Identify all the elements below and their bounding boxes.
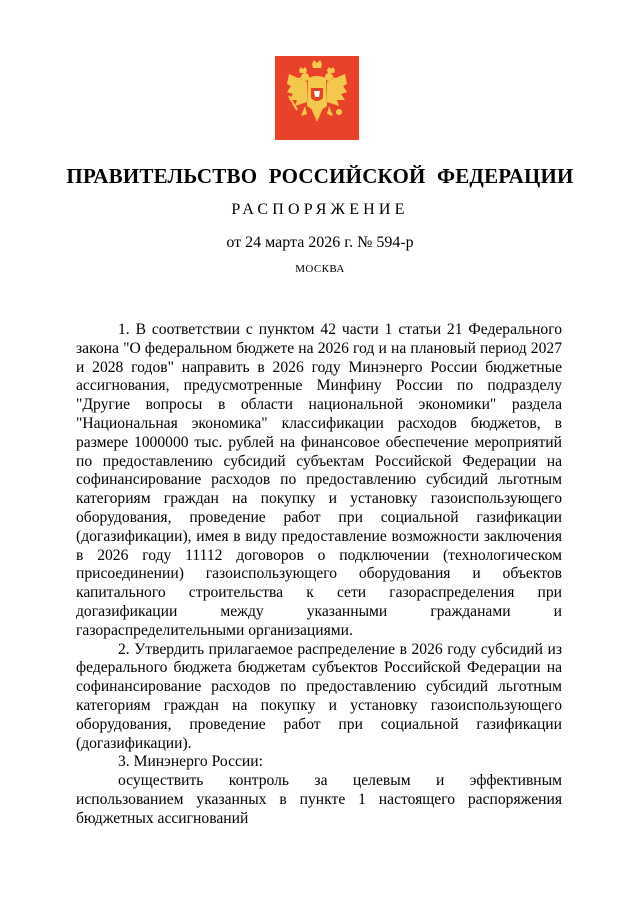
paragraph-1: 1. В соответствии с пунктом 42 части 1 статьи 21 Федерального закона "О федеральном бюджете на 2026 год и на плановый период 2027 и 2028 годов" направить в 2026 году Минэнерго России бюджетные ассигнования, предусмотренные Минфину России по подразделу "Другие вопросы в области национальной экономики" раздела "Национальная экономика" классификации расходов бюджетов, в размере 1000000 тыс. рублей на финансовое обеспечение мероприятий по предоставлению субсидий субъектам Российской Федерации на софинансирование расходов по предоставлению субсидий льготным категориям граждан на покупку и установку газоиспользующего оборудования, проведение работ при социальной газификации (догазификации), имея в виду предоставление возможности заключения в 2026 году 11112 договоров о подключении (технологическом присоединении) газоиспользующего оборудования и объектов капитального строительства к сети газораспределения при догазификации между указанными гражданами и газораспределительными организациями. xyxy=(76,321,562,639)
document-date-number: от 24 марта 2026 г. № 594-р xyxy=(226,234,414,251)
paragraph-3: 3. Минэнерго России: xyxy=(118,753,263,771)
city-label: МОСКВА xyxy=(295,263,345,275)
paragraph-2: 2. Утвердить прилагаемое распределение в 2026 году субсидий из федерального бюджета бюджетам субъектов Российской Федерации на софинансирование расходов по предоставлению субсидий льготным категориям граждан на покупку и установку газоиспользующего оборудования, проведение работ при социальной газификации (догазификации). xyxy=(76,640,562,752)
paragraph-4: осуществить контроль за целевым и эффективным использованием указанных в пункте 1 настоящего распоряжения бюджетных ассигнований xyxy=(76,772,562,827)
organization-title: ПРАВИТЕЛЬСТВО РОССИЙСКОЙ ФЕДЕРАЦИИ xyxy=(66,164,574,188)
document-body xyxy=(76,321,562,829)
document-type: РАСПОРЯЖЕНИЕ xyxy=(231,201,409,218)
russian-coat-of-arms-icon xyxy=(275,56,359,140)
